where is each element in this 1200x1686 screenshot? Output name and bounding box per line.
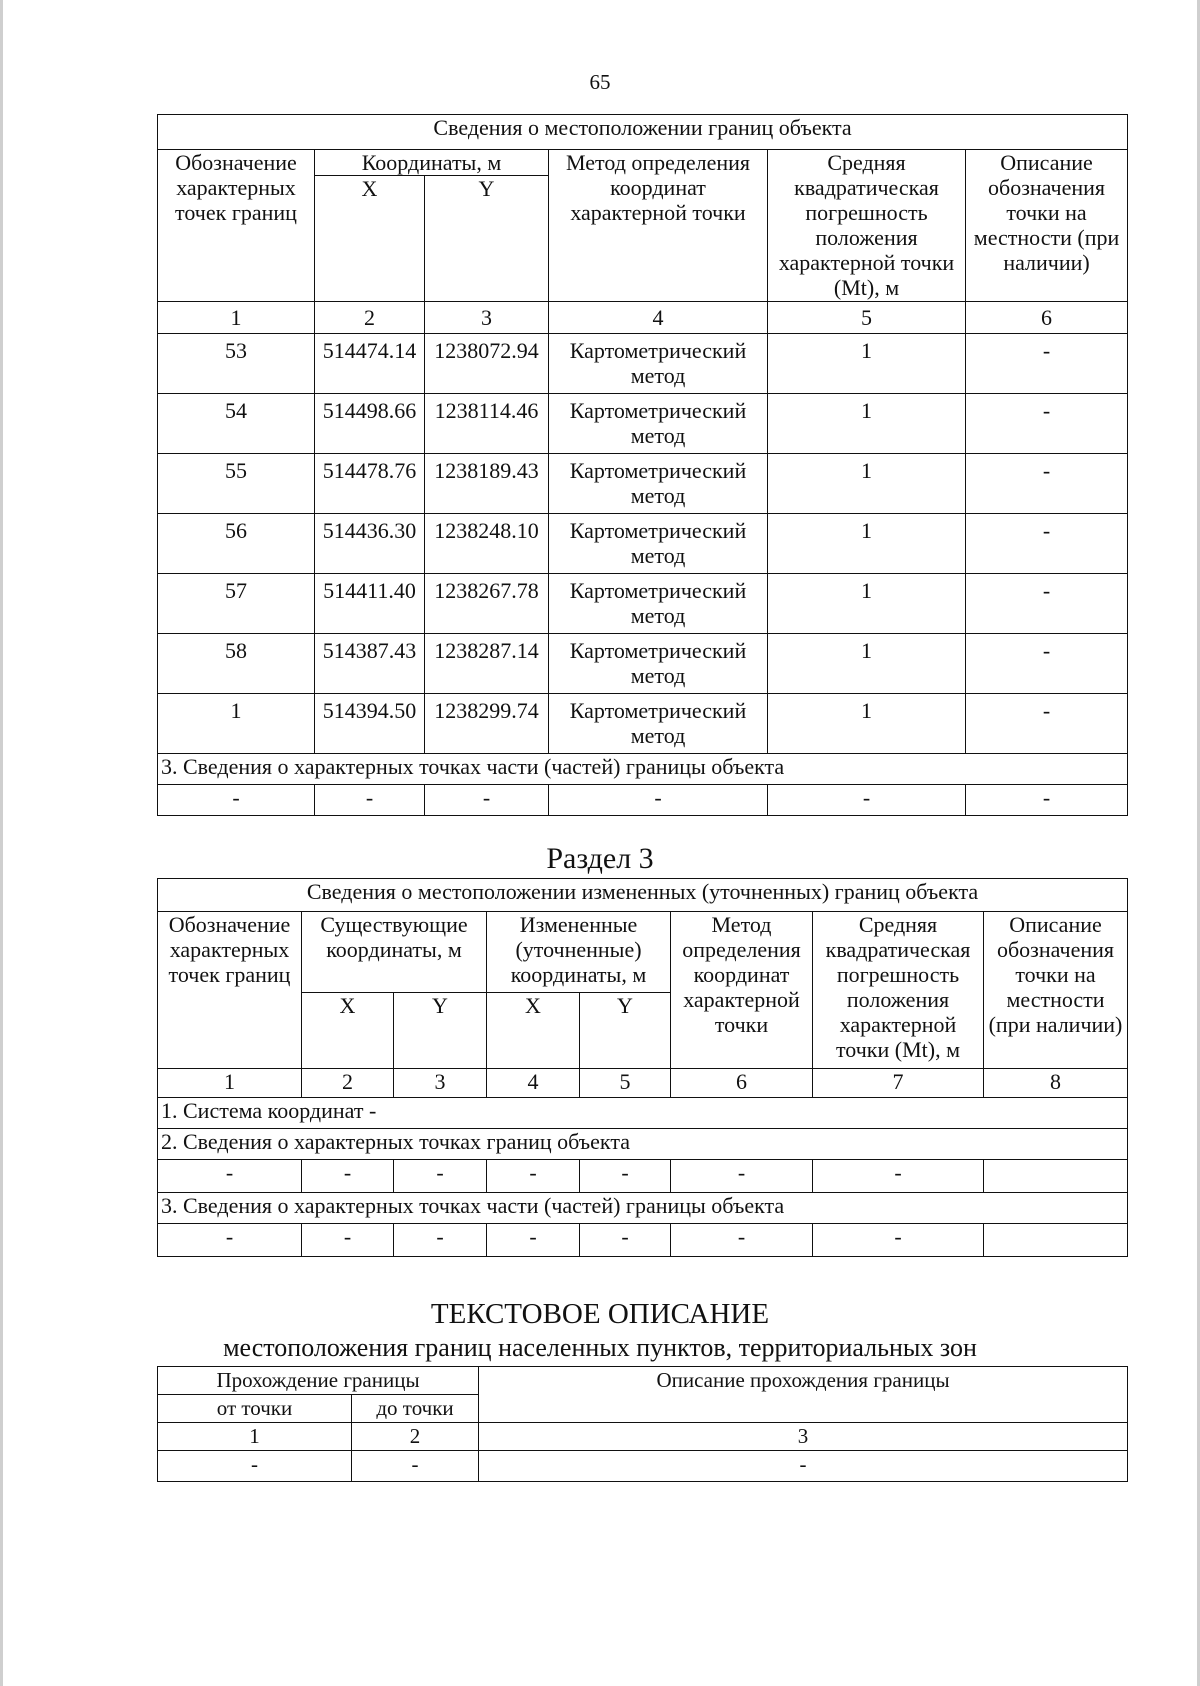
error-cell: 1 [768,634,966,694]
header-y: Y [394,993,487,1069]
col-number: 5 [768,302,966,334]
error-cell: 1 [768,454,966,514]
x-cell: 514478.76 [315,454,425,514]
section-3-heading: 3. Сведения о характерных точках части (частей) границы объекта [158,754,1128,785]
method-cell: Картометрический метод [549,634,768,694]
desc-cell: - [966,394,1128,454]
col-number: 3 [479,1423,1128,1451]
dash-cell: - [425,785,549,816]
dash-cell: - [671,1224,813,1257]
dash-cell: - [549,785,768,816]
dash-cell [984,1224,1128,1257]
dash-cell: - [671,1160,813,1193]
header-error: Средняя квадратическая погрешность положения характерной точки (Mt), м [813,912,984,1069]
point-cell: 57 [158,574,315,634]
section-title: Раздел 3 [546,842,654,875]
header-from-point: от точки [158,1395,352,1423]
dash-cell: - [158,1224,302,1257]
dash-cell: - [158,785,315,816]
col-number: 1 [158,1069,302,1098]
x-cell: 514474.14 [315,334,425,394]
table-row [158,574,1128,634]
header-method: Метод определения координат характерной точки [671,912,813,1069]
dash-cell: - [394,1160,487,1193]
header-changed: Измененные (уточненные) координаты, м [487,912,671,993]
header-passage: Прохождение границы [158,1367,479,1395]
col-number: 3 [425,302,549,334]
desc-cell: - [966,454,1128,514]
text-description-subtitle: местоположения границ населенных пунктов, территориальных зон [223,1333,977,1362]
y-cell: 1238287.14 [425,634,549,694]
method-cell: Картометрический метод [549,454,768,514]
point-cell: 55 [158,454,315,514]
dash-cell: - [158,1160,302,1193]
header-designation: Обозначение характерных точек границ [158,150,315,302]
col-number: 1 [158,302,315,334]
dash-cell: - [352,1451,479,1482]
col-number: 4 [549,302,768,334]
error-cell: 1 [768,514,966,574]
error-cell: 1 [768,574,966,634]
table-row [158,334,1128,394]
method-cell: Картометрический метод [549,694,768,754]
y-cell: 1238248.10 [425,514,549,574]
error-cell: 1 [768,334,966,394]
method-cell: Картометрический метод [549,334,768,394]
section-3-heading: 3. Сведения о характерных точках части (частей) границы объекта [158,1193,1128,1224]
x-cell: 514498.66 [315,394,425,454]
method-cell: Картометрический метод [549,514,768,574]
table-row [158,394,1128,454]
method-cell: Картометрический метод [549,574,768,634]
header-existing: Существующие координаты, м [302,912,487,993]
table-row [158,514,1128,574]
y-cell: 1238189.43 [425,454,549,514]
header-y: Y [580,993,671,1069]
dash-cell: - [302,1224,394,1257]
header-designation: Обозначение характерных точек границ [158,912,302,1069]
desc-cell: - [966,634,1128,694]
desc-cell: - [966,694,1128,754]
col-number: 6 [966,302,1128,334]
y-cell: 1238267.78 [425,574,549,634]
boundary-passage-table [157,1366,1128,1482]
dash-cell: - [302,1160,394,1193]
section-2-heading: 2. Сведения о характерных точках границ объекта [158,1129,1128,1160]
y-cell: 1238299.74 [425,694,549,754]
error-cell: 1 [768,694,966,754]
table-row [158,634,1128,694]
dash-cell: - [966,785,1128,816]
header-coords: Координаты, м [315,150,549,176]
header-x: X [315,176,425,302]
desc-cell: - [966,334,1128,394]
point-cell: 58 [158,634,315,694]
dash-cell: - [158,1451,352,1482]
col-number: 5 [580,1069,671,1098]
dash-cell: - [768,785,966,816]
col-number: 2 [352,1423,479,1451]
point-cell: 1 [158,694,315,754]
col-number: 4 [487,1069,580,1098]
dash-cell: - [315,785,425,816]
col-number: 1 [158,1423,352,1451]
dash-cell: - [479,1451,1128,1482]
table-row [158,694,1128,754]
dash-cell [984,1160,1128,1193]
col-number: 2 [315,302,425,334]
text-description-title: ТЕКСТОВОЕ ОПИСАНИЕ [430,1298,770,1330]
dash-cell: - [813,1224,984,1257]
header-x: X [487,993,580,1069]
dash-cell: - [580,1160,671,1193]
error-cell: 1 [768,394,966,454]
header-method: Метод определения координат характерной точки [549,150,768,302]
section-1-heading: 1. Система координат - [158,1098,1128,1129]
x-cell: 514387.43 [315,634,425,694]
col-number: 7 [813,1069,984,1098]
header-description: Описание обозначения точки на местности (при наличии) [984,912,1128,1069]
changed-boundary-table [157,878,1128,1257]
method-cell: Картометрический метод [549,394,768,454]
page-number: 65 [589,70,611,94]
col-number: 8 [984,1069,1128,1098]
x-cell: 514394.50 [315,694,425,754]
point-cell: 53 [158,334,315,394]
table-row [158,454,1128,514]
table-caption: Сведения о местоположении измененных (уточненных) границ объекта [158,879,1128,912]
point-cell: 54 [158,394,315,454]
dash-cell: - [394,1224,487,1257]
desc-cell: - [966,514,1128,574]
col-number: 3 [394,1069,487,1098]
dash-cell: - [487,1160,580,1193]
header-description: Описание обозначения точки на местности (при наличии) [966,150,1128,302]
col-number: 6 [671,1069,813,1098]
dash-cell: - [487,1224,580,1257]
header-to-point: до точки [352,1395,479,1423]
dash-cell: - [580,1224,671,1257]
header-error: Средняя квадратическая погрешность положения характерной точки (Mt), м [768,150,966,302]
desc-cell: - [966,574,1128,634]
table-caption: Сведения о местоположении границ объекта [158,115,1128,150]
col-number: 2 [302,1069,394,1098]
x-cell: 514411.40 [315,574,425,634]
point-cell: 56 [158,514,315,574]
x-cell: 514436.30 [315,514,425,574]
y-cell: 1238114.46 [425,394,549,454]
header-y: Y [425,176,549,302]
header-x: X [302,993,394,1069]
y-cell: 1238072.94 [425,334,549,394]
dash-cell: - [813,1160,984,1193]
boundary-location-table [157,114,1128,816]
header-passage-description: Описание прохождения границы [479,1367,1128,1423]
